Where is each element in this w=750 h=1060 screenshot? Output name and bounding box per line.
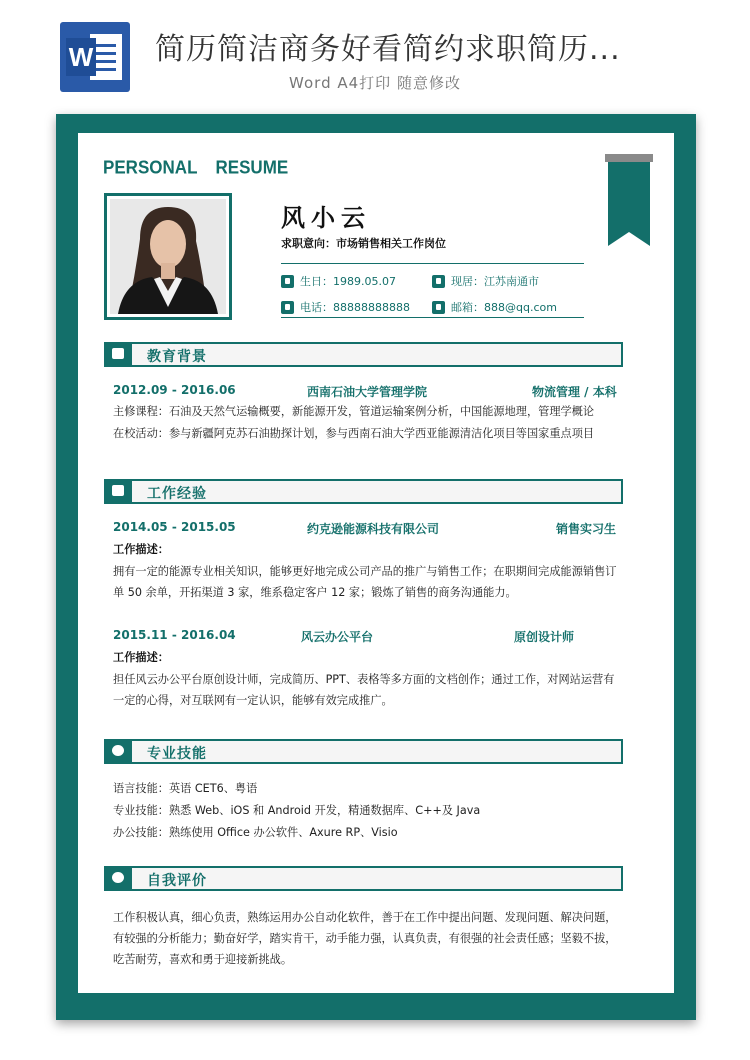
page-title: 简历简洁商务好看简约求职简历... <box>155 32 621 67</box>
avatar-frame <box>104 193 232 320</box>
gear-icon <box>104 739 132 764</box>
job-desc: 担任风云办公平台原创设计师，完成简历、PPT、表格等多方面的文档创作；通过工作，对网站运营有一定的心得，对互联网有一定认识，能够有效完成推广。 <box>113 673 615 707</box>
briefcase-icon <box>104 479 132 504</box>
leaf-icon <box>104 342 132 367</box>
divider <box>281 317 584 318</box>
section-title: 教育背景 <box>147 349 207 365</box>
bookmark-ribbon-icon <box>605 154 653 250</box>
divider <box>281 263 584 264</box>
job-role: 销售实习生 <box>556 522 617 536</box>
section-self-evaluation <box>104 866 623 891</box>
edu-school: 西南石油大学管理学院 <box>307 385 428 399</box>
section-skills <box>104 739 623 764</box>
job-period: 2015.11 - 2016.04 <box>113 628 236 642</box>
page-subtitle: Word A4打印 随意修改 <box>289 74 461 92</box>
email-info: 邮箱：888@qq.com <box>432 299 557 315</box>
calendar-icon <box>432 275 445 288</box>
word-icon: W <box>60 22 130 92</box>
section-title: 专业技能 <box>147 746 207 762</box>
job-desc-label: 工作描述： <box>113 543 169 556</box>
section-education <box>104 342 623 367</box>
job-intent: 求职意向：市场销售相关工作岗位 <box>281 237 446 250</box>
section-work <box>104 479 623 504</box>
edu-courses: 主修课程：石油及天然气运输概要，新能源开发，管道运输案例分析，中国能源地理，管理学概论 <box>113 405 595 418</box>
section-title: 工作经验 <box>147 486 207 502</box>
mail-icon <box>432 301 445 314</box>
job-company: 风云办公平台 <box>301 630 374 644</box>
edu-activities: 在校活动：参与新疆阿克苏石油勘探计划，参与西南石油大学西亚能源清洁化项目等国家重点项目 <box>113 427 595 440</box>
id-card-icon <box>281 275 294 288</box>
skill-language: 语言技能：英语 CET6、粤语 <box>113 782 258 795</box>
job-desc-label: 工作描述： <box>113 651 169 664</box>
skill-office: 办公技能：熟练使用 Office 办公软件、Axure RP、Visio <box>113 826 398 839</box>
location-info: 现居：江苏南通市 <box>432 273 539 289</box>
resume-brand <box>103 157 288 179</box>
job-company: 约克逊能源科技有限公司 <box>307 522 440 536</box>
job-desc: 拥有一定的能源专业相关知识，能够更好地完成公司产品的推广与销售工作；在职期间完成能源销售订单 50 余单，开拓渠道 3 家，维系稳定客户 12 家；锻炼了销售的商务沟通能力。 <box>113 565 617 599</box>
brand-resume: RESUME <box>215 157 289 178</box>
self-evaluation-text: 工作积极认真，细心负责，熟练运用办公自动化软件，善于在工作中提出问题、发现问题、解决问题，有较强的分析能力；勤奋好学，踏实肯干，动手能力强，认真负责，有很强的社会责任感；坚毅不拔，吃苦耐劳，喜欢和勇于迎接新挑战。 <box>113 911 617 966</box>
edu-major: 物流管理 / 本科 <box>532 385 617 399</box>
edu-period: 2012.09 - 2016.06 <box>113 383 236 397</box>
avatar <box>110 199 226 314</box>
candidate-name: 风小云 <box>281 204 371 232</box>
brand-personal: PERSONAL <box>103 157 198 178</box>
job-role: 原创设计师 <box>514 630 575 644</box>
portrait-image <box>110 199 226 314</box>
phone-info: 电话：88888888888 <box>281 299 410 315</box>
job-period: 2014.05 - 2015.05 <box>113 520 236 534</box>
birth-info: 生日：1989.05.07 <box>281 273 396 289</box>
person-icon <box>104 866 132 891</box>
section-title: 自我评价 <box>147 873 207 889</box>
phone-icon <box>281 301 294 314</box>
skill-professional: 专业技能：熟悉 Web、iOS 和 Android 开发，精通数据库、C++及 Java <box>113 804 481 817</box>
